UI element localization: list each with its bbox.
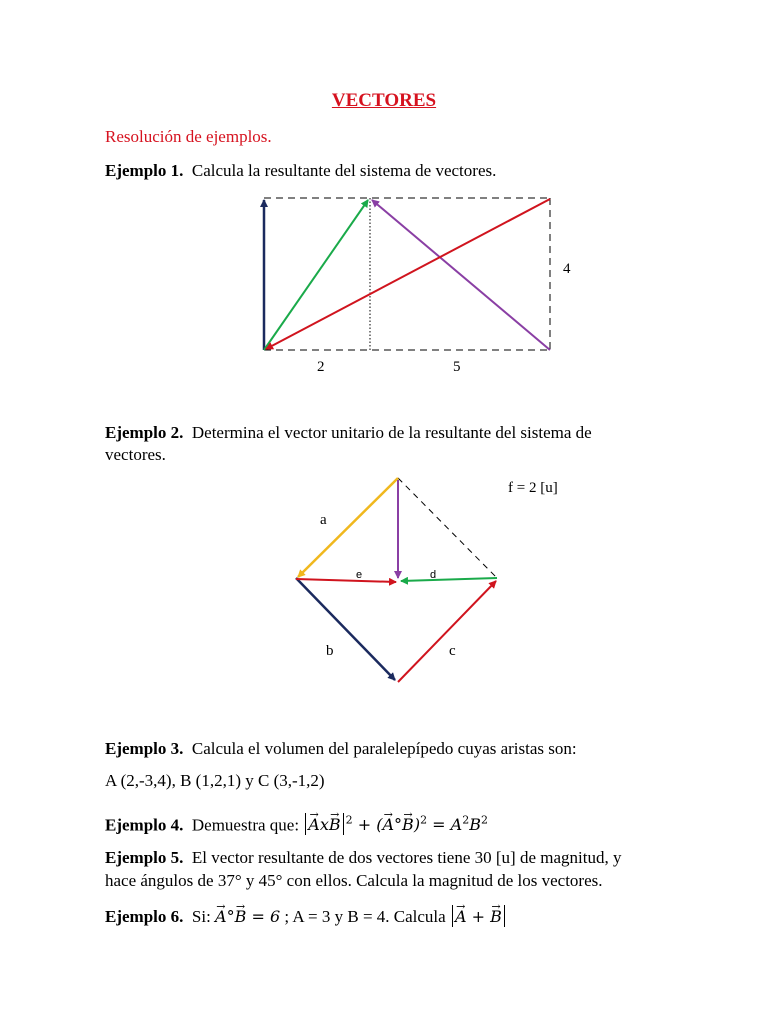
example-2-text-line2: vectores. [105, 445, 166, 464]
example-1-text: Calcula la resultante del sistema de vectores. [191, 161, 497, 180]
dim-label-4: 4 [563, 261, 571, 277]
vector-d [401, 578, 497, 581]
example-4-formula: → Ax→ B $^2$ + (→ $A^\circ\to B)^2 = A^2B^2$ [303, 815, 488, 834]
vector-c [398, 581, 496, 682]
vector-red-resultant [266, 199, 550, 349]
vector-e [296, 579, 396, 582]
example-6-formula-dot: → A°→ B = 6 [215, 907, 280, 926]
dashed-upper-right-edge [398, 478, 497, 578]
example-3 [105, 738, 577, 760]
example-2-label: Ejemplo 2. [105, 423, 184, 442]
example-6-text-si: Si: [191, 907, 211, 926]
example-3-label: Ejemplo 3. [105, 739, 184, 758]
example-6-text-mid: ; A = 3 y B = 4. Calcula [284, 907, 446, 926]
vector-a [298, 478, 398, 577]
example-5-text-line1: El vector resultante de dos vectores tiene 30 [u] de magnitud, y [191, 848, 622, 867]
example-3-points: A (2,-3,4), B (1,2,1) y C (3,-1,2) [105, 771, 325, 790]
note-f: f = 2 [u] [508, 480, 558, 496]
example-5-text-line2: hace ángulos de 37° y 45° con ellos. Calcula la magnitud de los vectores. [105, 871, 603, 890]
example-6-formula-sum: → A + → B [450, 907, 507, 926]
example-4 [105, 810, 488, 836]
vector-purple [372, 200, 550, 350]
example-6 [105, 905, 507, 928]
page-title: VECTORES [331, 90, 437, 111]
label-c: c [449, 643, 456, 659]
label-d: d [430, 569, 437, 581]
diagram-2 [296, 478, 558, 682]
example-4-label: Ejemplo 4. [105, 815, 184, 835]
example-2-continued [105, 444, 166, 466]
example-5-label: Ejemplo 5. [105, 848, 184, 867]
example-4-text: Demuestra que: [191, 815, 300, 835]
label-a: a [320, 512, 327, 528]
label-b: b [326, 643, 334, 659]
example-1-label: Ejemplo 1. [105, 161, 184, 180]
label-e: e [356, 569, 363, 581]
vector-b [296, 578, 395, 680]
dim-label-2: 2 [317, 359, 325, 375]
example-2-text-line1: Determina el vector unitario de la resultante del sistema de [191, 423, 592, 442]
example-3-text: Calcula el volumen del paralelepípedo cuyas aristas son: [191, 739, 577, 758]
example-5-continued [105, 870, 603, 892]
dim-label-5: 5 [453, 359, 461, 375]
diagram-1 [264, 198, 571, 375]
vector-green [264, 200, 368, 350]
page-subtitle: Resolución de ejemplos. [105, 127, 272, 146]
example-2 [105, 422, 592, 444]
example-6-label: Ejemplo 6. [105, 907, 184, 926]
example-5 [105, 847, 621, 869]
